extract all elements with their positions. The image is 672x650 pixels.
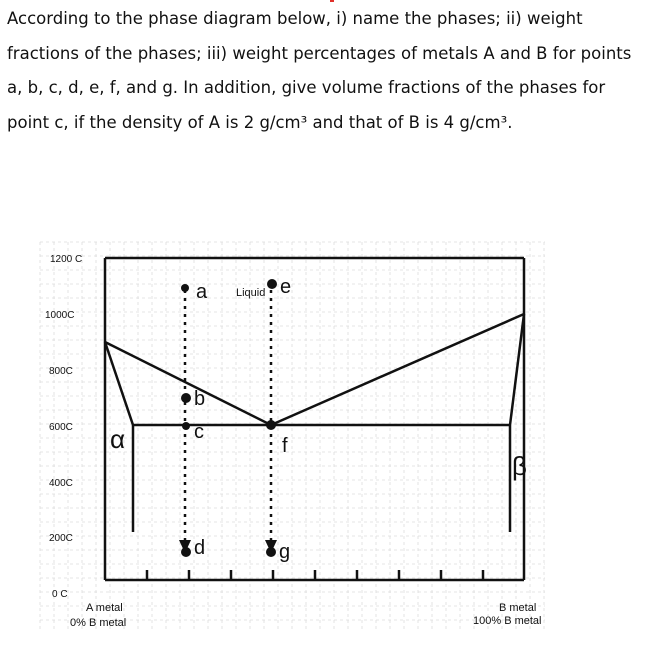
y-label-600: 600C <box>49 422 73 433</box>
point-a-dot <box>181 284 189 292</box>
x-label-left-line2: 0% B metal <box>70 617 127 629</box>
y-label-200: 200C <box>49 533 73 544</box>
question-line-4: point c, if the density of A is 2 g/cm³ and that of B is 4 g/cm³. <box>7 112 513 132</box>
x-label-right-line1: B metal <box>499 602 537 614</box>
y-label-800: 800C <box>49 366 73 377</box>
question-line-1: According to the phase diagram below, i) name the phases; ii) weight <box>7 9 583 28</box>
question-line-2: fractions of the phases; iii) weight percentages of metals A and B for points <box>7 43 632 63</box>
question-line-3: a, b, c, d, e, f, and g. In addition, give volume fractions of the phases for <box>7 78 606 97</box>
point-c-dot <box>182 422 190 430</box>
phase-alpha-label: α <box>110 424 126 454</box>
x-label-left-line1: A metal <box>86 602 123 614</box>
y-label-1200: 1200 C <box>50 254 83 265</box>
y-label-0: 0 C <box>52 589 68 600</box>
point-e-dot <box>267 279 277 289</box>
point-g-label: g <box>279 541 291 563</box>
point-d-dot <box>181 547 191 557</box>
point-f-label: f <box>282 435 288 457</box>
phase-liquid-label: Liquid <box>236 287 266 299</box>
y-label-1000: 1000C <box>45 310 75 321</box>
beta-solidus <box>510 314 524 425</box>
liquidus-right <box>271 314 524 425</box>
point-f-dot <box>266 420 276 430</box>
point-b-label: b <box>194 388 206 410</box>
x-label-right-line2: 100% B metal <box>473 615 542 627</box>
y-label-400: 400C <box>49 478 73 489</box>
point-b-dot <box>181 393 191 403</box>
point-g-dot <box>266 547 276 557</box>
phase-beta-label: β <box>512 451 527 481</box>
point-c-label: c <box>194 421 204 443</box>
point-e-label: e <box>280 276 292 298</box>
point-a-label: a <box>196 281 208 303</box>
point-d-label: d <box>194 537 206 559</box>
